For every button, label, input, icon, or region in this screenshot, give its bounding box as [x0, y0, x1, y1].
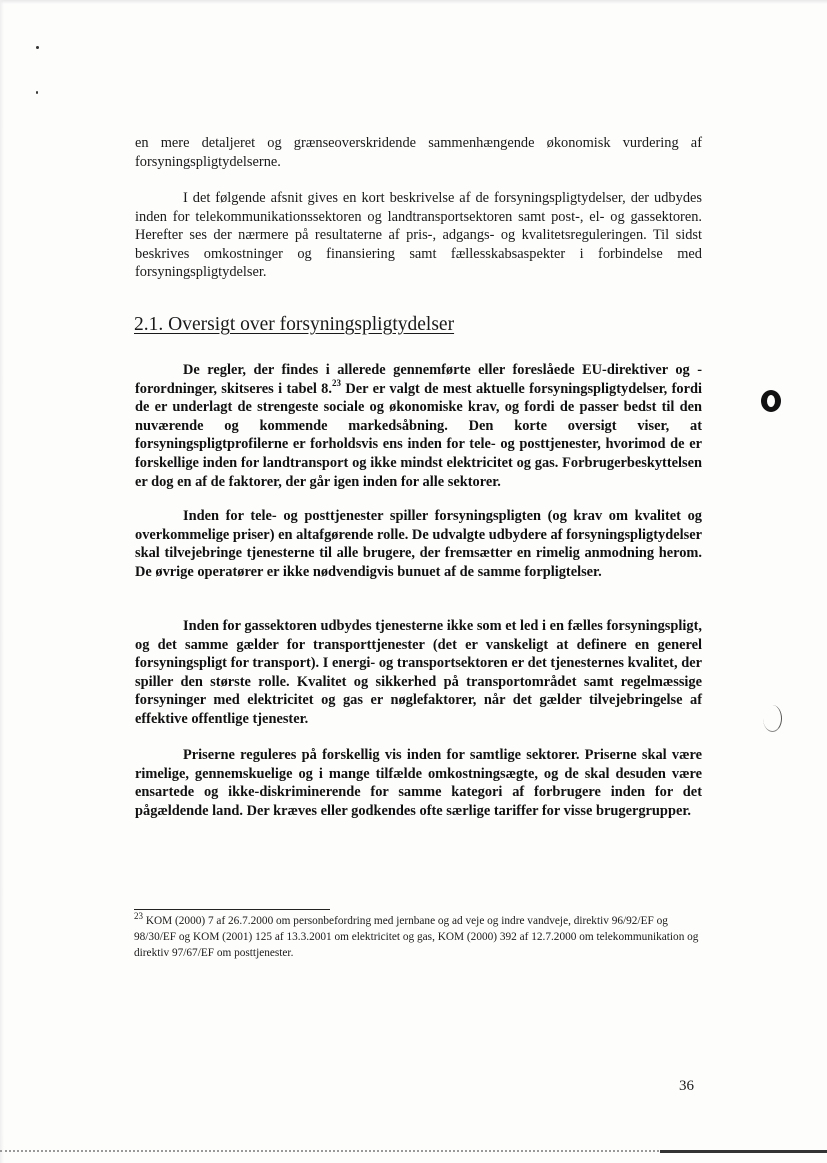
scan-speck — [36, 91, 38, 94]
scan-left-edge — [0, 0, 4, 1163]
punch-hole-mark — [761, 390, 781, 412]
paragraph-prices: Priserne reguleres på forskellig vis inden for samtlige sektorer. Priserne skal være rimelige, gennemskuelige og i mange tilfælde omkostningsægte, og de skal desuden være ensartede og ikke-diskriminerende for samme kategori af forbrugere inden for det pågældende land. Der kræves eller godkendes ofte særlige tariffer for visse brugergrupper. — [135, 747, 702, 819]
footnote-separator — [134, 909, 330, 910]
scan-top-edge — [0, 0, 827, 4]
footnote-reference[interactable]: 23 — [331, 377, 341, 388]
paragraph-overview-intro: I det følgende afsnit gives en kort beskrivelse af de forsyningspligtydelser, der udbydes inden for telekommunikationssektoren og landtransportsektoren samt post-, el- og gassektoren. Herefter ses der nærmere på resultaterne af pris-, adgangs- og kvalitetsreguleringen. Til sidst beskrives omkostninger og finansiering samt fællesskabsaspekter i forbindelse med forsyningspligtydelser. — [135, 190, 702, 281]
punch-hole-mark-faint — [763, 705, 782, 732]
footnote-mark: 23 — [134, 911, 143, 921]
paragraph-gas-transport: Inden for gassektoren udbydes tjenesterne ikke som et led i en fælles forsyningspligt, og det samme gælder for transporttjenester (det er vanskeligt at definere en generel forsyningspligt for transport). I energi- og transportsektoren er det tjenesternes kvalitet, der spiller den største rolle. Kvalitet og sikkerhed på transportområdet samt regelmæssige forsyninger med elektricitet og gas er nøglefaktorer, når det gælder tilvejebringelse af effektive offentlige tjenester. — [135, 618, 702, 727]
page-number: 36 — [679, 1078, 694, 1094]
paragraph-eu-rules-end: Der er valgt de mest aktuelle forsyningspligtydelser, fordi de er underlagt de strengeste sociale og økonomiske krav, og fordi de passer bedst til den nuværende og kommende markedsåbning. Den korte oversigt viser, at forsyningspligtprofilerne er forholdsvis ens inden for tele- og posttjenester, hvorimod de er forskellige inden for landtransport og ikke mindst elektricitet og gas. Forbrugerbeskyttelsen er dog en af de faktorer, der går igen inden for alle sektorer. — [135, 380, 702, 490]
scan-speck — [36, 46, 39, 49]
paragraph-eu-rules — [135, 361, 702, 491]
scan-bottom-edge-dark — [660, 1150, 827, 1153]
footnote — [134, 913, 704, 961]
intro-paragraph: en mere detaljeret og grænseoverskridende sammenhængende økonomisk vurdering af forsyningspligtydelserne. — [135, 135, 702, 170]
footnote-text: KOM (2000) 7 af 26.7.2000 om personbefordring med jernbane og ad veje og indre vandveje, direktiv 96/92/EF og 98/30/EF og KOM (2001) 125 af 13.3.2001 om elektricitet og gas, KOM (2000) 392 af 12.7.2000 om telekommunikation og direktiv 97/67/EF om posttjenester. — [134, 915, 699, 959]
paragraph-eu-rules-start: De regler, der findes i allerede gennemførte eller foreslåede EU-direktiver og -forordninger, skitseres i tabel 8. — [135, 362, 702, 397]
section-heading: 2.1. Oversigt over forsyningspligtydelser — [134, 314, 455, 335]
paragraph-tele-post: Inden for tele- og posttjenester spiller forsyningspligten (og krav om kvalitet og overkommelige priser) en altafgørende rolle. De udvalgte udbydere af forsyningspligtydelser skal tilvejebringe tjenesterne til alle brugere, der fremsætter en rimelig anmodning herom. De øvrige operatører er ikke nødvendigvis bunuet af de samme forpligtelser. — [135, 508, 702, 580]
